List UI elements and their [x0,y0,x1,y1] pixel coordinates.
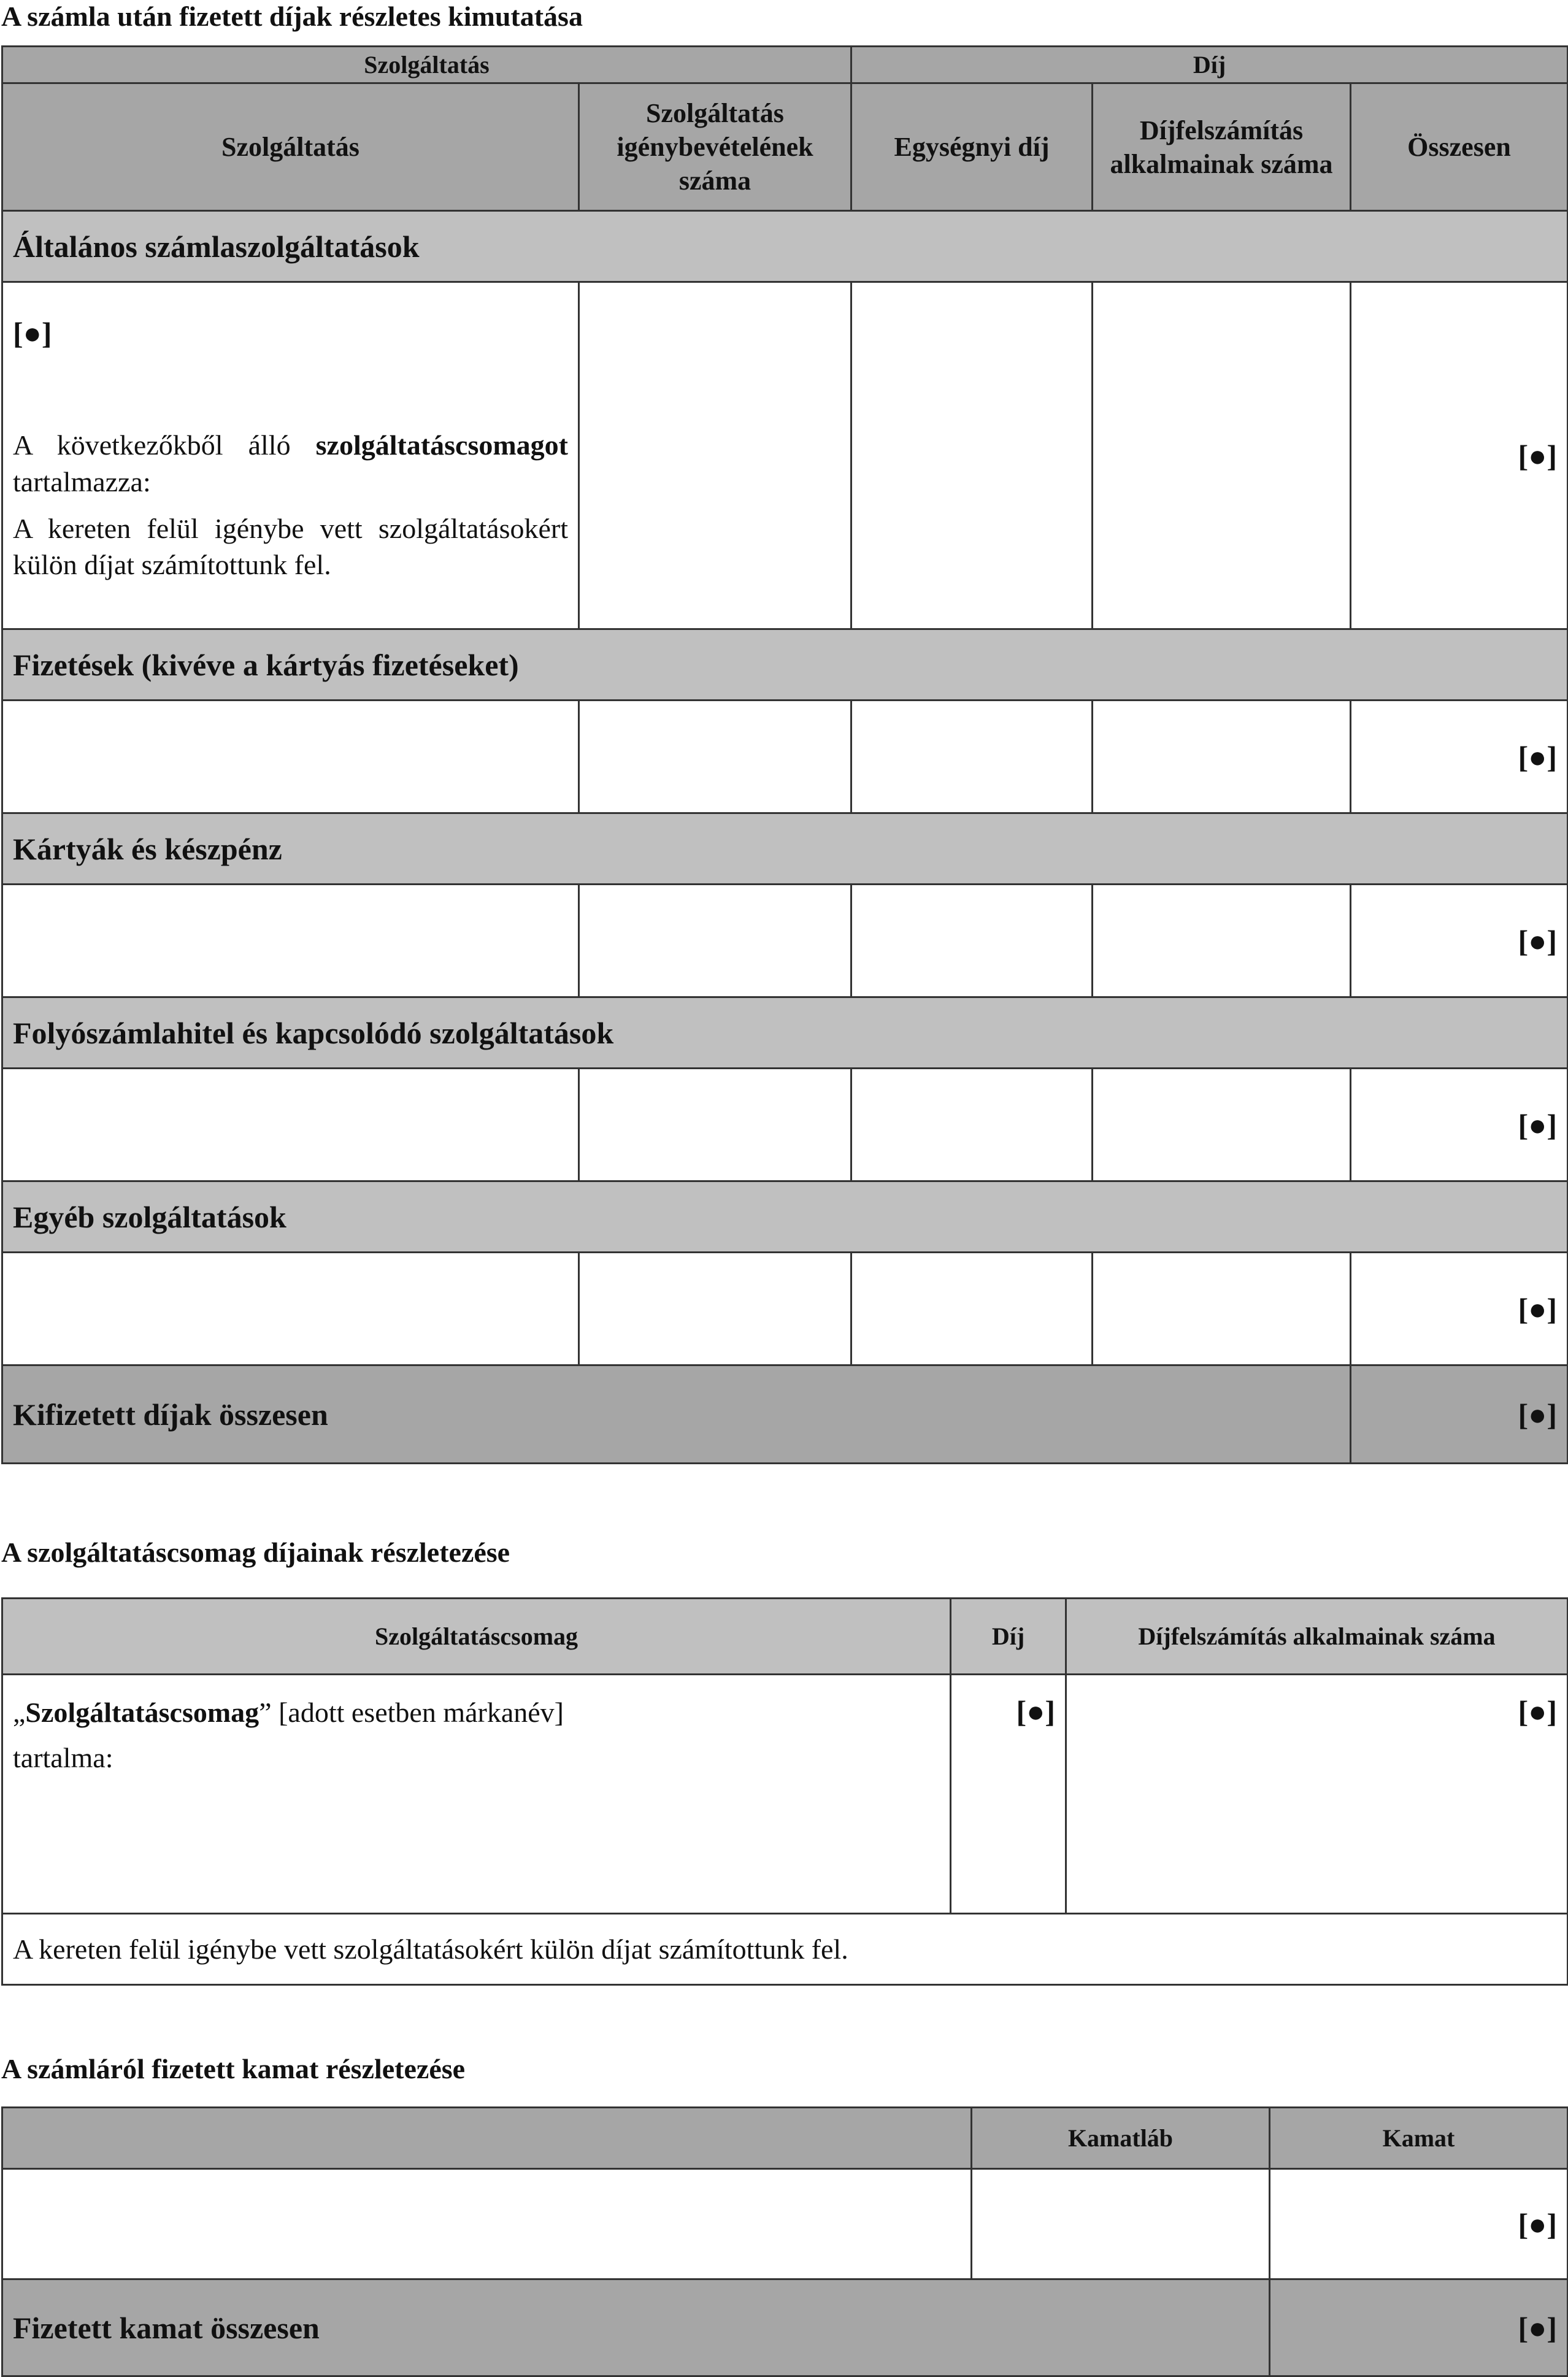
header-package-fee: Díj [951,1599,1066,1675]
header-package: Szolgáltatáscsomag [2,1599,951,1675]
fees-total-value: [●] [1351,1365,1568,1464]
cell-empty [972,2169,1270,2279]
data-row-overdraft [2,1069,1568,1181]
interest-header-row [2,2108,1568,2169]
cell-empty [1093,701,1351,813]
cell-empty [2,1253,579,1365]
section3-title: A számláról fizetett kamat részletezése [1,2053,466,2084]
header-charge-count: Díjfelszámítás alkalmainak száma [1093,83,1351,211]
cell-empty [2,885,579,997]
category-row-overdraft [2,997,1568,1069]
package-table [1,1597,1568,1986]
fees-group-header-row [2,47,1568,83]
category-row-general [2,211,1568,282]
total-placeholder: [●] [1351,1069,1568,1181]
cell-empty [2,2169,972,2279]
data-row-payments [2,701,1568,813]
package-count-value: [●] [1066,1675,1568,1914]
interest-table [1,2106,1568,2377]
category-label: Kártyák és készpénz [2,813,1568,885]
interest-value: [●] [1270,2169,1568,2279]
interest-row [2,2169,1568,2279]
package-fee-value: [●] [951,1675,1066,1914]
general-package-text-bold: szolgáltatáscsomagot [315,429,568,461]
header-service: Szolgáltatás [2,83,579,211]
package-note-row [2,1914,1568,1985]
total-placeholder: [●] [1351,885,1568,997]
data-row-general [2,282,1568,629]
category-label-a: Fizetések ( [13,647,152,682]
group-header-service: Szolgáltatás [2,47,851,83]
category-row-cards [2,813,1568,885]
fees-total-row [2,1365,1568,1464]
fees-header-row [2,83,1568,211]
header-total: Összesen [1351,83,1568,211]
package-content: tartalma: [13,1741,113,1773]
package-name-open: „ [13,1697,26,1728]
cell-empty [579,1069,851,1181]
total-placeholder: [●] [1351,701,1568,813]
section1-title: A számla után fizetett díjak részletes kimutatása [1,1,583,32]
general-package-text-a: A következőkből álló [13,429,316,461]
header-unit-fee: Egységnyi díj [851,83,1093,211]
cell-empty [851,885,1093,997]
header-usage-count: Szolgáltatás igénybevételének száma [579,83,851,211]
category-label: Folyószámlahitel és kapcsolódó szolgáltatások [2,997,1568,1069]
category-label-bold: kivéve a kártyás fizetéseket [152,647,509,682]
data-row-cards [2,885,1568,997]
package-description-cell [2,1675,951,1914]
group-header-fee: Díj [851,47,1568,83]
package-name-rest: ” [adott esetben márkanév] [259,1697,564,1728]
fees-table [1,45,1568,1464]
fees-total-label: Kifizetett díjak összesen [2,1365,1351,1464]
total-placeholder: [●] [1351,282,1568,629]
cell-empty [851,282,1093,629]
package-row [2,1675,1568,1914]
category-label: Egyéb szolgáltatások [2,1181,1568,1253]
header-interest-amount: Kamat [1270,2108,1568,2169]
interest-total-value: [●] [1270,2279,1568,2376]
data-row-other [2,1253,1568,1365]
general-placeholder: [●] [13,316,52,350]
total-placeholder: [●] [1351,1253,1568,1365]
category-label-b: ) [509,647,519,682]
cell-empty [851,701,1093,813]
cell-empty [851,1253,1093,1365]
cell-empty [579,282,851,629]
general-extra-text: A kereten felül igénybe vett szolgáltatásokért külön díjat számítottunk fel. [13,512,568,581]
general-description-cell [2,282,579,629]
cell-empty [851,1069,1093,1181]
cell-empty [1093,1253,1351,1365]
package-name-bold: Szolgáltatáscsomag [25,1697,259,1728]
cell-empty [1093,1069,1351,1181]
cell-empty [579,1253,851,1365]
cell-empty [579,885,851,997]
package-header-row [2,1599,1568,1675]
package-name [13,1690,940,1735]
general-package-text [13,427,568,501]
category-label: Általános számlaszolgáltatások [2,211,1568,282]
general-package-text-b: tartalmazza: [13,466,151,497]
header-interest-rate: Kamatláb [972,2108,1270,2169]
category-row-payments [2,629,1568,701]
cell-empty [1093,282,1351,629]
cell-empty [2,1069,579,1181]
cell-empty [2,701,579,813]
interest-total-row [2,2279,1568,2376]
category-label [2,629,1568,701]
interest-total-label: Fizetett kamat összesen [2,2279,1270,2376]
section2-title: A szolgáltatáscsomag díjainak részletezése [1,1537,510,1568]
header-package-charge-count: Díjfelszámítás alkalmainak száma [1066,1599,1568,1675]
category-row-other [2,1181,1568,1253]
cell-empty [1093,885,1351,997]
package-note: A kereten felül igénybe vett szolgáltatásokért külön díjat számítottunk fel. [2,1914,1568,1985]
header-interest-blank [2,2108,972,2169]
cell-empty [579,701,851,813]
